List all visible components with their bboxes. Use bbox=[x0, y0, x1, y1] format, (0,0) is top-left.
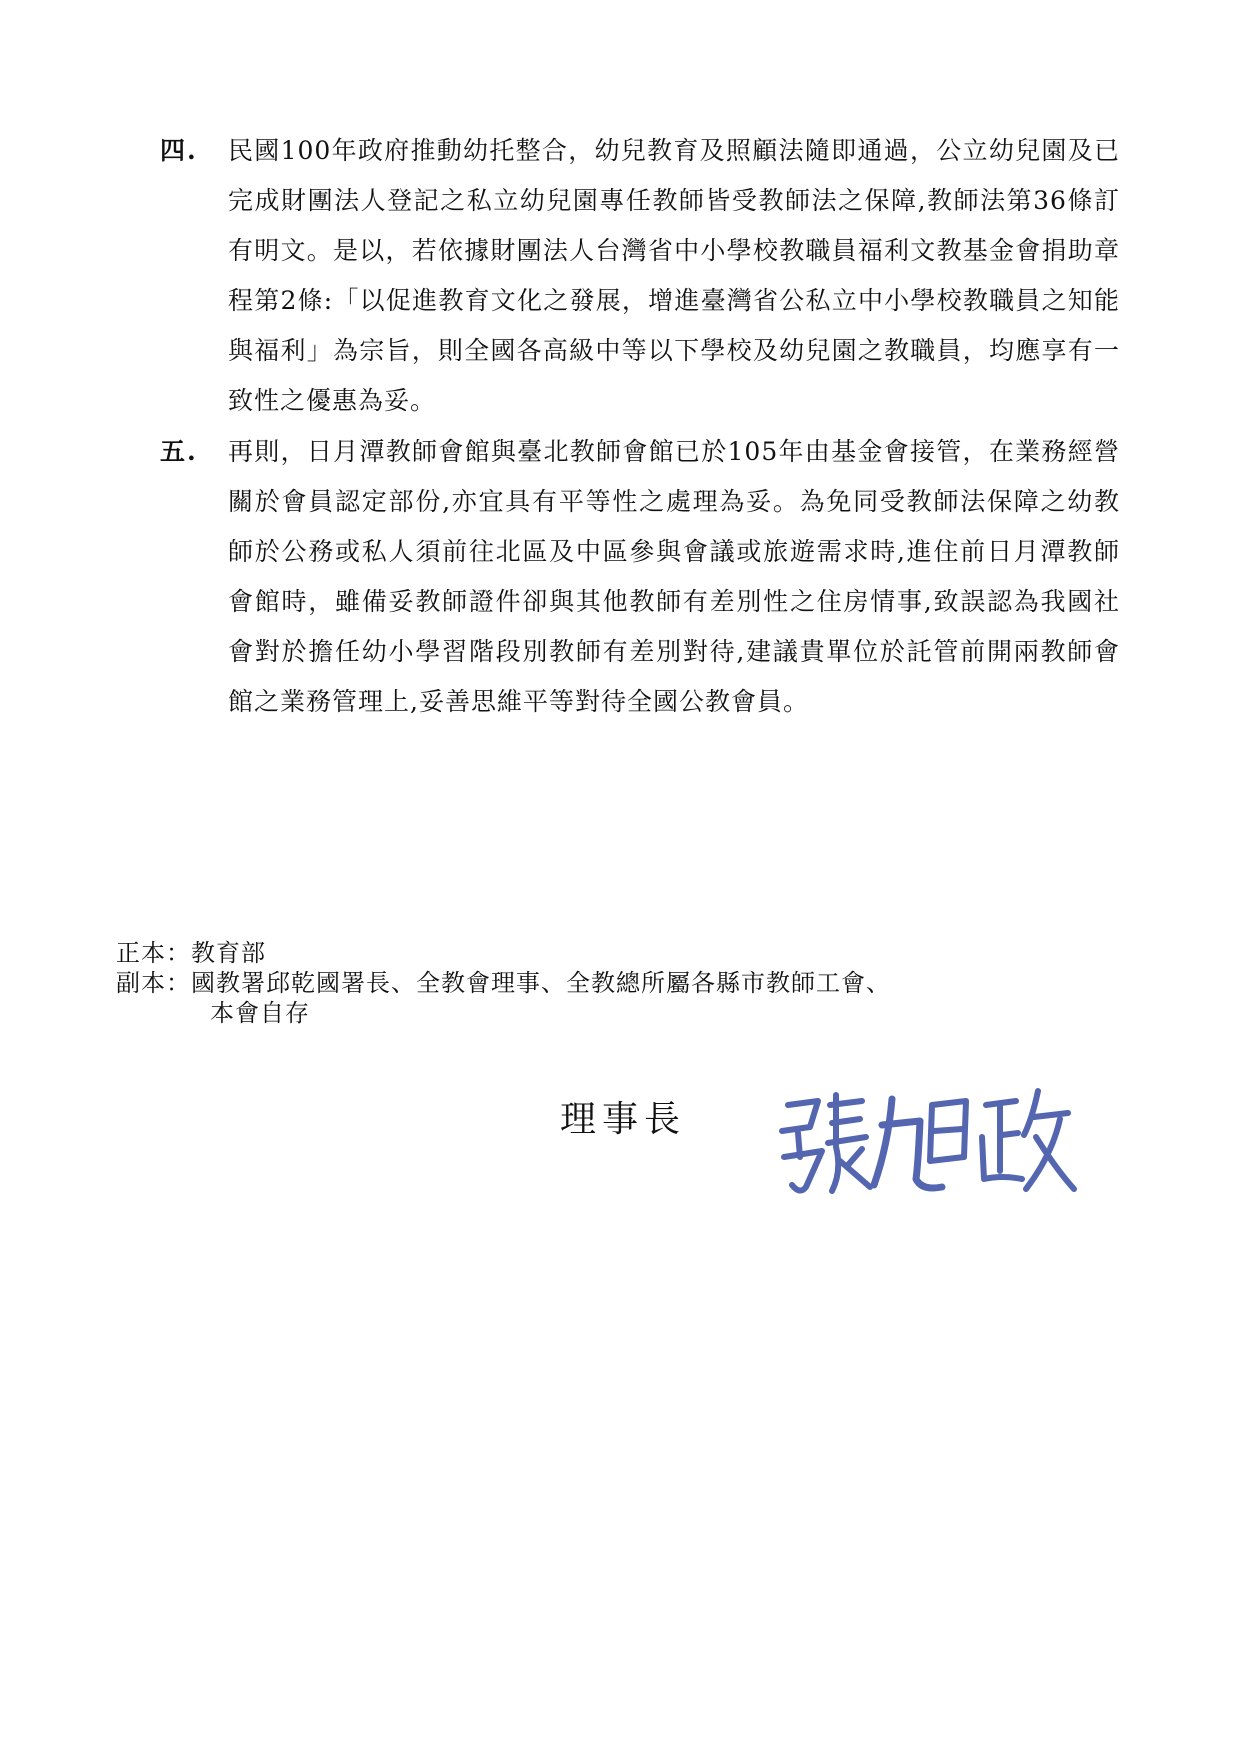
signature-block bbox=[560, 1075, 1120, 1205]
copy-value: 國教署邱乾國署長、全教會理事、全教總所屬各縣市教師工會、 bbox=[191, 969, 891, 997]
original-label: 正本： bbox=[116, 939, 191, 967]
signer-title: 理事長 bbox=[560, 1099, 687, 1140]
item-paragraph: 民國100年政府推動幼托整合，幼兒教育及照顧法隨即通過，公立幼兒園及已完成財團法人登記之私立幼兒園專任教師皆受教師法之保障,教師法第36條訂有明文。是以，若依據財團法人台灣省中小學校教職員福利文教基金會捐助章程第2條:「以促進教育文化之發展，增進臺灣省公私立中小學校教職員之知能與福利」為宗旨，則全國各高級中等以下學校及幼兒園之教職員，均應享有一致性之優惠為妥。 bbox=[228, 136, 1120, 415]
copy-recipient-row-continued bbox=[116, 998, 1076, 1028]
copy-recipient-row bbox=[116, 968, 1076, 998]
item-paragraph: 再則，日月潭教師會館與臺北教師會館已於105年由基金會接管，在業務經營關於會員認定部份,亦宜具有平等性之處理為妥。為免同受教師法保障之幼教師於公務或私人須前往北區及中區參與會議或旅遊需求時,進住前日月潭教師會館時，雖備妥教師證件卻與其他教師有差別性之住房情事,致誤認為我國社會對於擔任幼小學習階段別教師有差別對待,建議貴單位於託管前開兩教師會館之業務管理上,妥善思維平等對待全國公教會員。 bbox=[228, 437, 1120, 716]
copy-value-continued: 本會自存 bbox=[210, 999, 310, 1027]
list-item-5 bbox=[160, 427, 1120, 727]
distribution-list bbox=[116, 938, 1076, 1028]
original-value: 教育部 bbox=[191, 939, 266, 967]
original-recipient-row bbox=[116, 938, 1076, 968]
item-number: 五. bbox=[160, 437, 198, 466]
copy-label: 副本： bbox=[116, 969, 191, 997]
handwritten-signature bbox=[770, 1075, 1080, 1205]
item-number: 四. bbox=[160, 136, 198, 165]
list-item-4 bbox=[160, 126, 1120, 426]
